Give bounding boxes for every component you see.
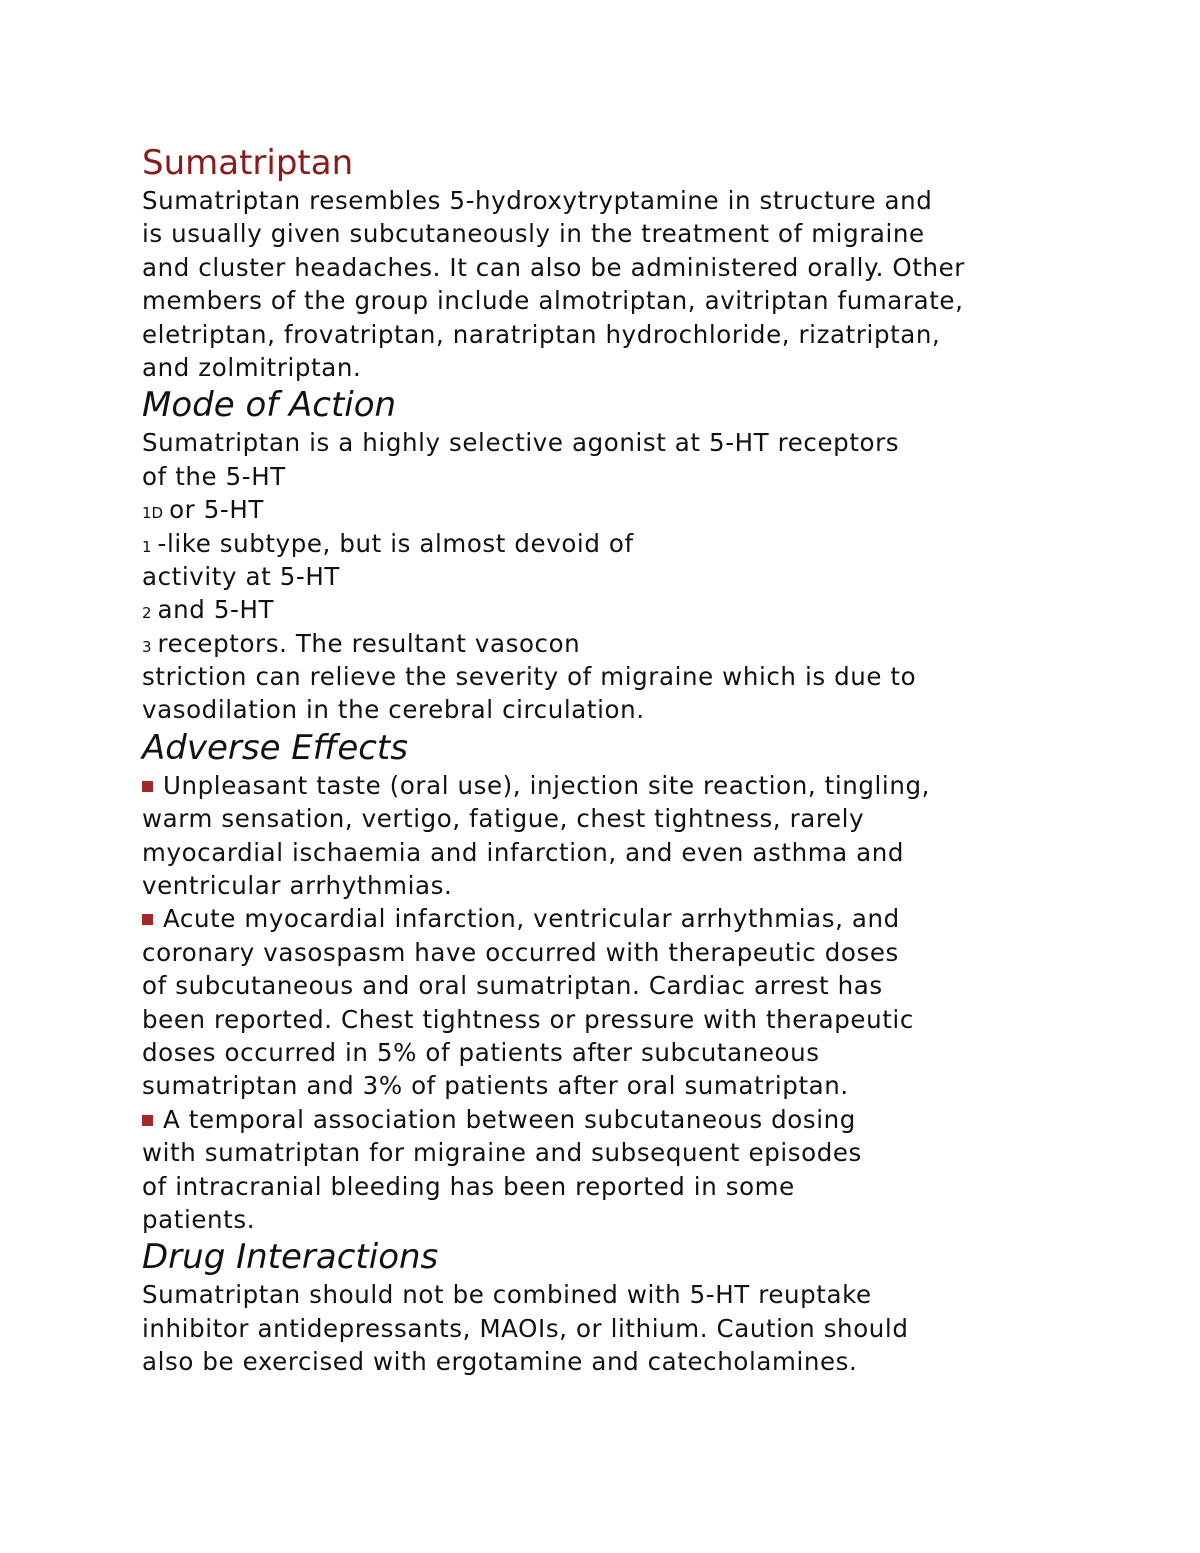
moa-line: activity at 5-HT bbox=[142, 561, 340, 591]
mode-of-action-paragraph bbox=[142, 426, 1082, 727]
moa-line: vasodilation in the cerebral circulation. bbox=[142, 695, 645, 725]
list-item-line: myocardial ischaemia and infarction, and even asthma and bbox=[142, 837, 905, 867]
list-item-line bbox=[142, 1103, 1082, 1136]
moa-line: Sumatriptan is a highly selective agonist at 5-HT receptors bbox=[142, 428, 900, 458]
list-item-text: Acute myocardial infarction, ventricular arrhythmias, and bbox=[163, 904, 900, 934]
list-item-line: been reported. Chest tightness or pressure with therapeutic bbox=[142, 1004, 914, 1034]
intro-line: eletriptan, frovatriptan, naratriptan hydrochloride, rizatriptan, bbox=[142, 319, 941, 349]
list-item-line: ventricular arrhythmias. bbox=[142, 871, 453, 901]
subscript: 1D bbox=[142, 504, 164, 523]
moa-text: and 5-HT bbox=[157, 595, 275, 625]
list-item-line: doses occurred in 5% of patients after subcutaneous bbox=[142, 1037, 820, 1067]
intro-line: and zolmitriptan. bbox=[142, 352, 362, 382]
list-item-line: patients. bbox=[142, 1204, 256, 1234]
list-item-text: A temporal association between subcutaneous dosing bbox=[163, 1104, 856, 1134]
bullet-square-icon bbox=[142, 781, 153, 792]
intro-line: members of the group include almotriptan, avitriptan fumarate, bbox=[142, 286, 964, 316]
subscript: 3 bbox=[142, 637, 152, 656]
intro-line: is usually given subcutaneously in the treatment of migraine bbox=[142, 219, 925, 249]
bullet-square-icon bbox=[142, 914, 153, 925]
list-item-line: of intracranial bleeding has been reported in some bbox=[142, 1171, 795, 1201]
list-item bbox=[142, 902, 1082, 1102]
moa-text: -like subtype, but is almost devoid of bbox=[157, 528, 634, 558]
subscript: 1 bbox=[142, 537, 152, 556]
moa-line bbox=[142, 627, 1082, 660]
interactions-line: inhibitor antidepressants, MAOIs, or lithium. Caution should bbox=[142, 1313, 909, 1343]
drug-interactions-paragraph bbox=[142, 1278, 1082, 1378]
subscript: 2 bbox=[142, 604, 152, 623]
moa-text: or 5-HT bbox=[169, 495, 264, 525]
moa-line: striction can relieve the severity of migraine which is due to bbox=[142, 662, 917, 692]
intro-line: Sumatriptan resembles 5-hydroxytryptamine in structure and bbox=[142, 186, 933, 215]
list-item-line bbox=[142, 769, 1082, 802]
intro-line: and cluster headaches. It can also be administered orally. Other bbox=[142, 252, 965, 282]
list-item-line: coronary vasospasm have occurred with therapeutic doses bbox=[142, 937, 899, 967]
moa-line bbox=[142, 593, 1082, 626]
adverse-effects-list bbox=[142, 769, 1082, 1236]
list-item-line: sumatriptan and 3% of patients after oral sumatriptan. bbox=[142, 1071, 849, 1101]
interactions-line: also be exercised with ergotamine and catecholamines. bbox=[142, 1347, 858, 1377]
interactions-line: Sumatriptan should not be combined with 5-HT reuptake bbox=[142, 1280, 872, 1310]
document-content bbox=[142, 142, 1082, 1379]
page-title: Sumatriptan bbox=[142, 143, 354, 183]
list-item bbox=[142, 1103, 1082, 1237]
list-item-text: Unpleasant taste (oral use), injection site reaction, tingling, bbox=[163, 770, 930, 800]
bullet-square-icon bbox=[142, 1115, 153, 1126]
list-item bbox=[142, 769, 1082, 903]
list-item-line: warm sensation, vertigo, fatigue, chest tightness, rarely bbox=[142, 804, 865, 834]
moa-line bbox=[142, 527, 1082, 560]
mode-of-action-heading: Mode of Action bbox=[142, 385, 397, 426]
adverse-effects-heading: Adverse Effects bbox=[142, 727, 408, 768]
list-item-line: with sumatriptan for migraine and subsequent episodes bbox=[142, 1138, 862, 1168]
moa-line bbox=[142, 493, 1082, 526]
list-item-line: of subcutaneous and oral sumatriptan. Cardiac arrest has bbox=[142, 971, 883, 1001]
moa-line: of the 5-HT bbox=[142, 461, 286, 491]
intro-paragraph bbox=[142, 184, 1082, 384]
list-item-line bbox=[142, 902, 1082, 935]
drug-interactions-heading: Drug Interactions bbox=[142, 1237, 439, 1278]
moa-text: receptors. The resultant vasocon bbox=[157, 628, 581, 658]
